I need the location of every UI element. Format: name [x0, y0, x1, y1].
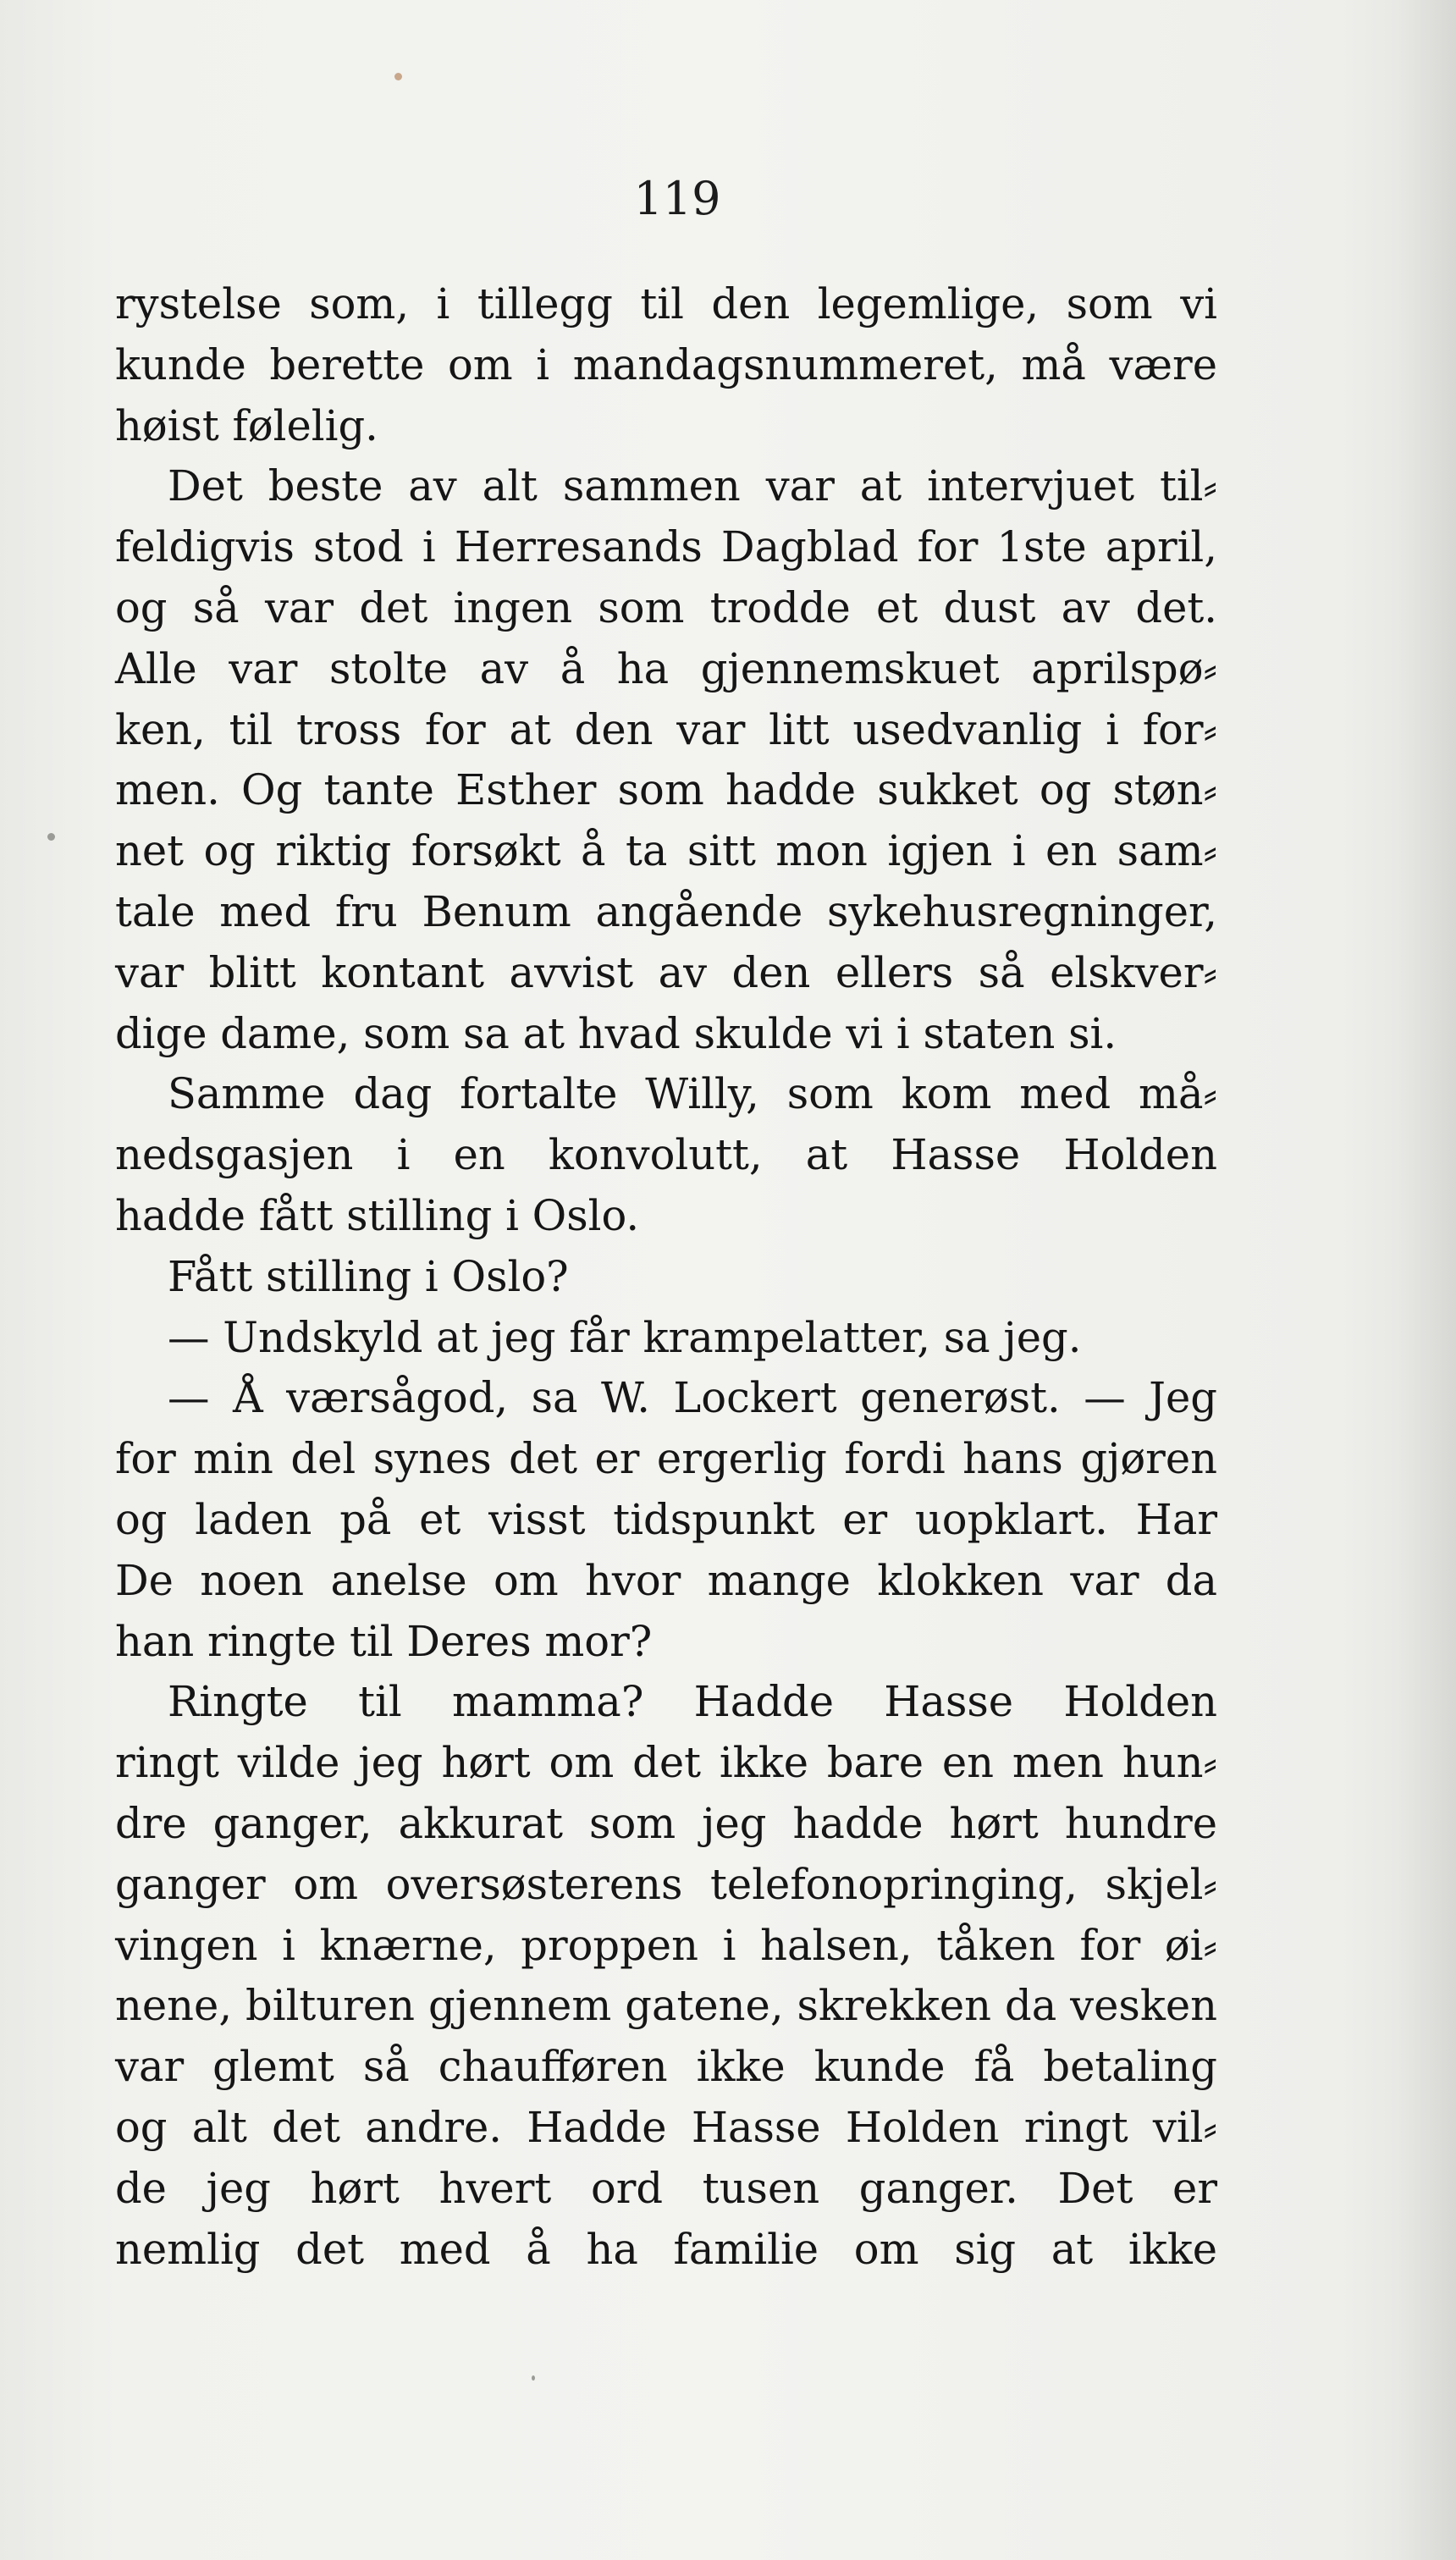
text-line: ringt vilde jeg hørt om det ikke bare en men hun⸗	[115, 1738, 1217, 1788]
paper-speck	[394, 73, 402, 80]
text-line: var blitt kontant avvist av den ellers så elskver⸗	[115, 947, 1217, 997]
text-line: nemlig det med å ha familie om sig at ikke	[115, 2224, 1217, 2274]
text-line: de jeg hørt hvert ord tusen ganger. Det er	[115, 2163, 1217, 2213]
text-line: vingen i knærne, proppen i halsen, tåken for øi⸗	[115, 1920, 1217, 1970]
text-line: Det beste av alt sammen var at intervjuet til⸗	[168, 461, 1217, 511]
text-line: han ringte til Deres mor?	[115, 1616, 653, 1666]
text-line: De noen anelse om hvor mange klokken var da	[115, 1555, 1217, 1605]
text-line: — Undskyld at jeg får krampelatter, sa jeg.	[168, 1312, 1082, 1362]
page-edge-shadow	[1397, 0, 1456, 2560]
text-line: var glemt så chaufføren ikke kunde få betaling	[115, 2042, 1217, 2092]
text-line: — Å værsågod, sa W. Lockert generøst. — Jeg	[168, 1373, 1217, 1423]
text-line: men. Og tante Esther som hadde sukket og støn⸗	[115, 765, 1217, 815]
text-line: net og riktig forsøkt å ta sitt mon igjen i en sam⸗	[115, 826, 1217, 876]
text-line: kunde berette om i mandagsnummeret, må være	[115, 339, 1217, 389]
text-line: og alt det andre. Hadde Hasse Holden ringt vil⸗	[115, 2102, 1217, 2152]
page-number: 119	[633, 172, 721, 225]
paper-speck	[47, 833, 55, 841]
text-line: Samme dag fortalte Willy, som kom med må⸗	[168, 1069, 1217, 1119]
text-line: nene, bilturen gjennem gatene, skrekken da vesken	[115, 1981, 1217, 2031]
body-text	[115, 274, 1217, 2280]
text-line: dige dame, som sa at hvad skulde vi i staten si.	[115, 1008, 1117, 1058]
text-line: dre ganger, akkurat som jeg hadde hørt hundre	[115, 1798, 1217, 1848]
text-line: høist følelig.	[115, 400, 378, 450]
text-line: nedsgasjen i en konvolutt, at Hasse Holden	[115, 1130, 1217, 1180]
text-line: og så var det ingen som trodde et dust av det.	[115, 582, 1217, 632]
text-line: Fått stilling i Oslo?	[168, 1251, 569, 1301]
text-line: ken, til tross for at den var litt usedvanlig i for⸗	[115, 704, 1217, 754]
text-line: Ringte til mamma? Hadde Hasse Holden	[168, 1677, 1217, 1727]
text-line: for min del synes det er ergerlig fordi hans gjøren	[115, 1434, 1217, 1484]
text-line: rystelse som, i tillegg til den legemlige, som vi	[115, 279, 1217, 328]
text-line: tale med fru Benum angående sykehusregninger,	[115, 886, 1217, 936]
text-line: feldigvis stod i Herresands Dagblad for 1ste april,	[115, 522, 1217, 572]
paper-speck	[532, 2375, 535, 2381]
text-line: og laden på et visst tidspunkt er uopklart. Har	[115, 1494, 1217, 1544]
text-line: hadde fått stilling i Oslo.	[115, 1190, 640, 1240]
text-line: Alle var stolte av å ha gjennemskuet aprilspø⸗	[115, 643, 1217, 693]
text-line: ganger om oversøsterens telefonopringing, skjel⸗	[115, 1859, 1217, 1909]
